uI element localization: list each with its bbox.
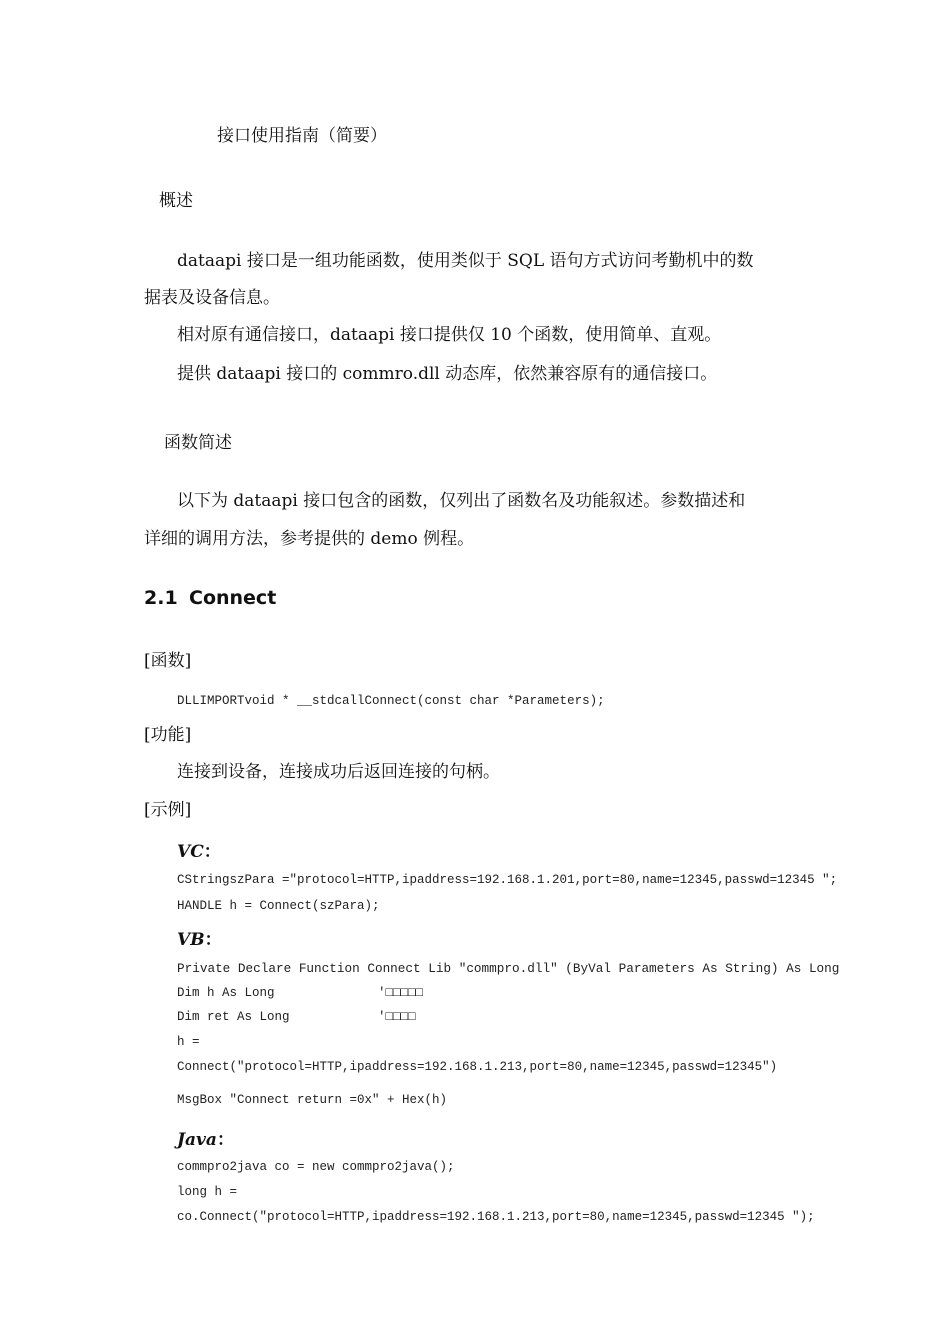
vc-code-line2: HANDLE h = Connect(szPara);	[177, 899, 380, 913]
java-label	[177, 1125, 234, 1150]
vb-code-line1: Private Declare Function Connect Lib "commpro.dll" (ByVal Parameters As String) As Long	[177, 961, 840, 976]
overview-para3: 提供 dataapi 接口的 commro.dll 动态库，依然兼容原有的通信接口。	[177, 364, 718, 384]
doc-title: 接口使用指南（简要）	[217, 126, 387, 146]
functions-intro-line1: 以下为 dataapi 接口包含的函数，仅列出了函数名及功能叙述。参数描述和	[177, 491, 746, 511]
java-code-line3: co.Connect("protocol=HTTP,ipaddress=192.168.1.213,port=80,name=12345,passwd=12345 ");	[177, 1210, 815, 1224]
vc-code-line1: CStringszPara ="protocol=HTTP,ipaddress=192.168.1.201,port=80,name=12345,passwd=12345 ";	[177, 873, 838, 887]
functions-heading: 函数简述	[164, 433, 232, 453]
java-code-line1: commpro2java co = new commpro2java();	[177, 1160, 455, 1174]
vb-code-line2-comment: '□□□□□	[378, 986, 424, 1000]
overview-para2: 相对原有通信接口，dataapi 接口提供仅 10 个函数，使用简单、直观。	[177, 325, 722, 345]
vb-code-line2: Dim h As Long	[177, 986, 275, 1000]
example-label: [示例]	[144, 800, 192, 820]
functions-intro-line2: 详细的调用方法，参考提供的 demo 例程。	[144, 529, 475, 549]
section-heading	[144, 587, 276, 609]
vc-label-text: VC	[177, 842, 204, 862]
overview-heading: 概述	[159, 191, 193, 211]
vb-code-line6: MsgBox "Connect return =0x" + Hex(h)	[177, 1093, 448, 1107]
vb-label-colon: ：	[204, 930, 222, 950]
vb-code-line5: Connect("protocol=HTTP,ipaddress=192.168.1.213,port=80,name=12345,passwd=12345")	[177, 1060, 778, 1074]
vb-code-line4: h =	[177, 1035, 200, 1049]
feature-label: [功能]	[144, 725, 192, 745]
vc-label	[177, 837, 221, 862]
func-label: [函数]	[144, 651, 192, 671]
vb-label-text: VB	[177, 930, 205, 950]
vb-label	[177, 925, 222, 950]
section-title: Connect	[189, 587, 277, 609]
section-number: 2.1	[144, 587, 178, 609]
java-label-text: Java	[177, 1130, 217, 1150]
overview-para1-line1: dataapi 接口是一组功能函数，使用类似于 SQL 语句方式访问考勤机中的数	[177, 251, 754, 271]
overview-para1-line2: 据表及设备信息。	[144, 288, 280, 308]
func-signature: DLLIMPORTvoid * __stdcallConnect(const char *Parameters);	[177, 694, 605, 708]
java-code-line2: long h =	[177, 1185, 238, 1199]
vb-code-line3: Dim ret As Long	[177, 1010, 290, 1024]
java-label-colon: ：	[216, 1130, 234, 1150]
feature-text: 连接到设备，连接成功后返回连接的句柄。	[177, 762, 500, 782]
vb-code-line3-comment: '□□□□	[378, 1010, 416, 1024]
vc-label-colon: ：	[203, 842, 221, 862]
